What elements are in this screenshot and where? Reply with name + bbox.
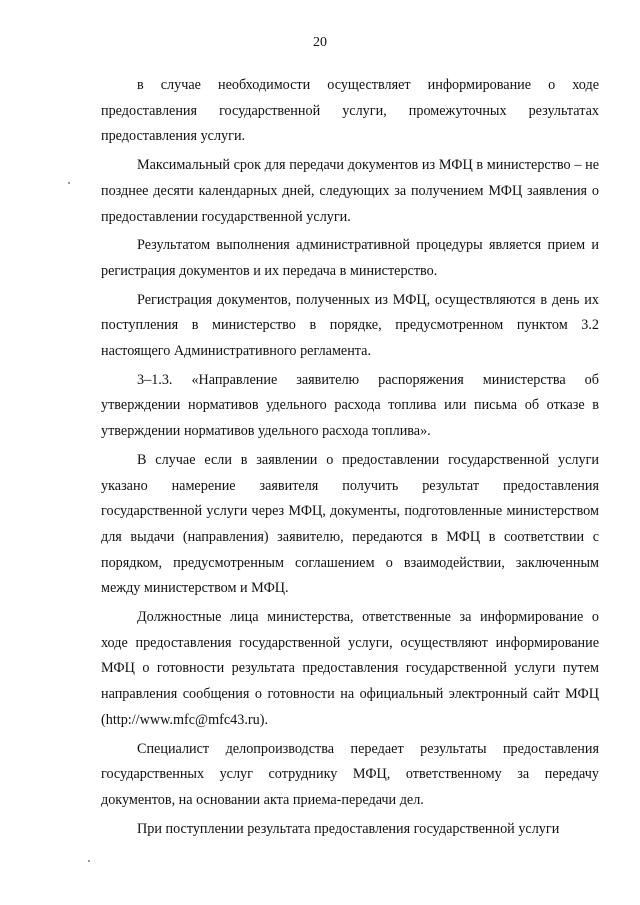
paragraph-officials-informing: Должностные лица министерства, ответственные за информирование о ходе предоставления государственной услуги, осуществляют информирование МФЦ о готовности результата предоставления государственной услуги путем направления сообщения о готовности на официальный электронный сайт МФЦ (http://www.mfc@mfc43.ru). — [101, 609, 599, 728]
paragraph-section-3-1-3: 3–1.3. «Направление заявителю распоряжения министерства об утверждении нормативов удельного расхода топлива или письма об отказе в утверждении нормативов удельного расхода топлива». — [101, 371, 599, 440]
scan-speck — [88, 860, 90, 862]
paragraph-informing-progress: в случае необходимости осуществляет информирование о ходе предоставления государственной услуги, промежуточных результатах предоставления услуги. — [101, 77, 599, 145]
document-body — [101, 73, 599, 845]
paragraph-document-registration: Регистрация документов, полученных из МФЦ, осуществляются в день их поступления в министерство в порядке, предусмотренном пунктом 3.2 настоящего Административного регламента. — [101, 291, 599, 360]
page-number: 20 — [313, 35, 327, 50]
paragraph-upon-receipt: При поступлении результата предоставления государственной услуги — [137, 820, 560, 837]
paragraph-procedure-result: Результатом выполнения административной процедуры является прием и регистрация документов и их передача в министерство. — [101, 237, 599, 279]
scan-speck — [68, 182, 70, 184]
paragraph-max-transfer-term: Максимальный срок для передачи документов из МФЦ в министерство – не позднее десяти календарных дней, следующих за получением МФЦ заявления о предоставлении государственной услуги. — [101, 157, 599, 225]
paragraph-transfer-via-mfc: В случае если в заявлении о предоставлении государственной услуги указано намерение заявителя получить результат предоставления государственной услуги через МФЦ, документы, подготовленные министерством для выдачи (направления) заявителю, передаются в МФЦ в соответствии с порядком, предусмотренным соглашением о взаимодействии, заключенным между министерством и МФЦ. — [101, 451, 599, 597]
paragraph-clerk-transfer: Специалист делопроизводства передает результаты предоставления государственных услуг сотруднику МФЦ, ответственному за передачу документов, на основании акта приема-передачи дел. — [101, 740, 599, 808]
